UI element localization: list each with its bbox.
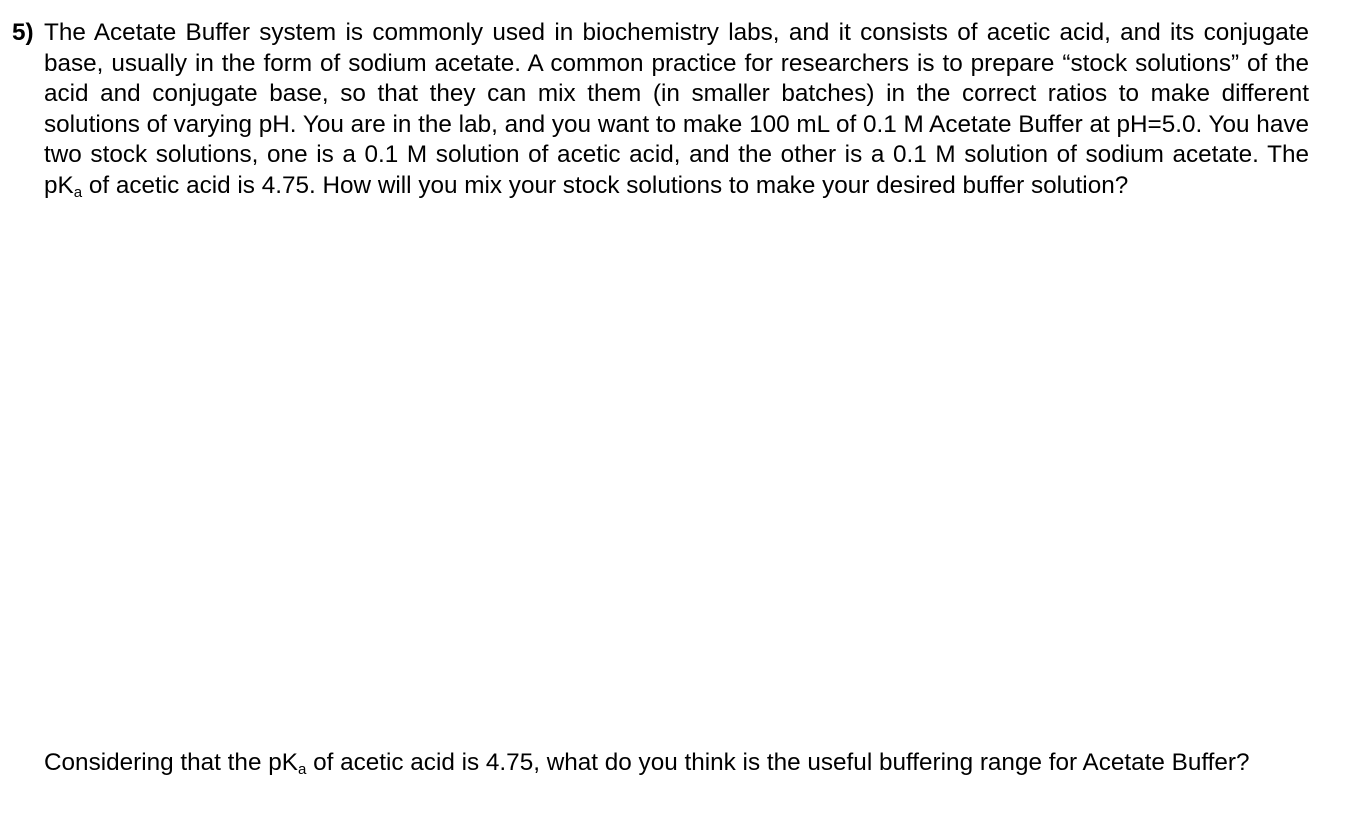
question-row (12, 18, 1309, 201)
followup-text-part2: of acetic acid is 4.75, what do you think is the useful buffering range for Acetate Buffer? (306, 749, 1250, 776)
followup-question (44, 747, 1309, 778)
question-text (44, 18, 1309, 201)
question-number: 5) (12, 19, 34, 46)
followup-text-part1: Considering that the pK (44, 749, 298, 776)
answer-space (44, 236, 1309, 736)
followup-pka-subscript: a (297, 760, 307, 778)
question-5 (12, 18, 1309, 201)
pka-subscript: a (73, 183, 83, 201)
question-text-part2: of acetic acid is 4.75. How will you mix your stock solutions to make your desired buffer solution? (82, 171, 1129, 199)
question-text-part1: The Acetate Buffer system is commonly used in biochemistry labs, and it consists of acetic acid, and its conjugate base, usually in the form of sodium acetate. A common practice for researchers is to prepare “stock solutions” of the acid and conjugate base, so that they can mix them (in smaller batches) in the correct ratios to make different solutions of varying pH. You are in the lab, and you want to make 100 mL of 0.1 M Acetate Buffer at pH=5.0. You have two stock solutions, one is a 0.1 M solution of acetic acid, and the other is a 0.1 M solution of sodium acetate. The pK (44, 19, 1309, 199)
